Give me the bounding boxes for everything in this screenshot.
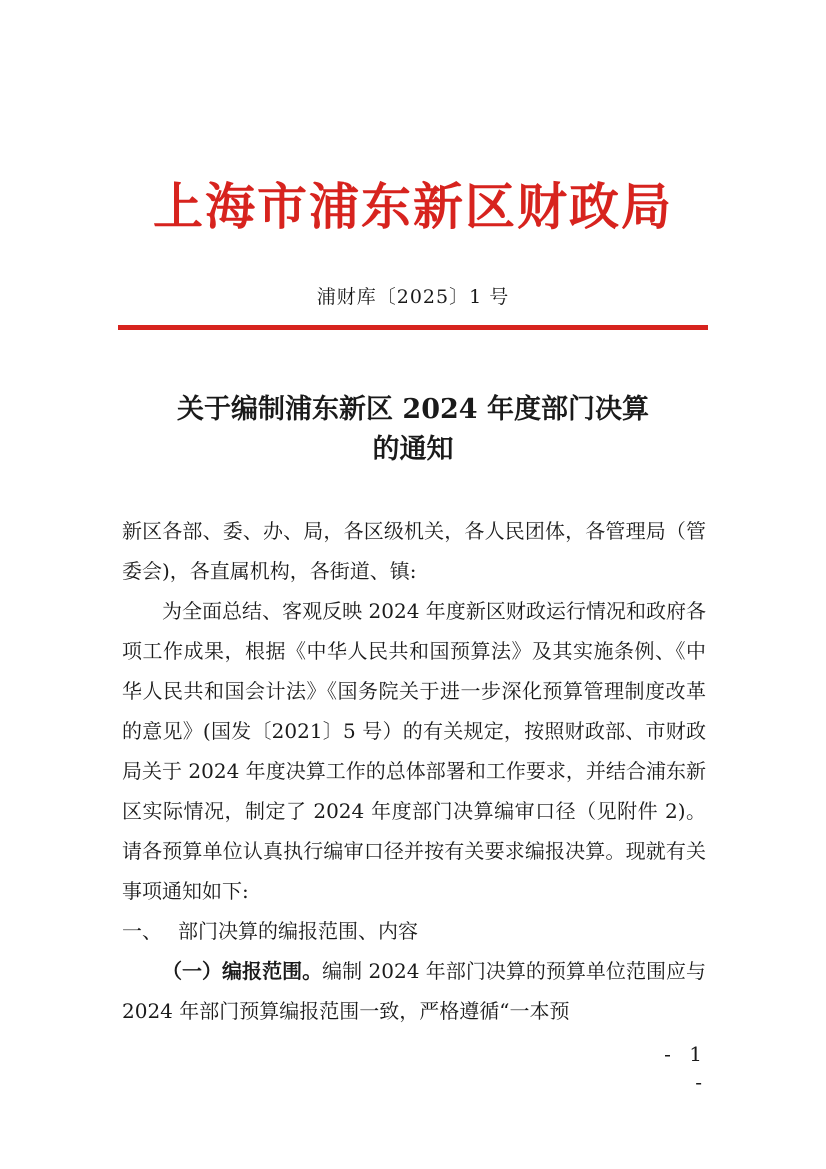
notice-title <box>0 390 826 470</box>
addressee-paragraph: 新区各部、委、办、局，各区级机关，各人民团体，各管理局（管委会)，各直属机构，各街道、镇: <box>122 519 706 583</box>
notice-title-line-1: 关于编制浦东新区 2024 年度部门决算 <box>177 394 649 425</box>
document-number: 浦财库〔2025〕1 号 <box>316 286 510 308</box>
subsection-label: （一）编报范围。 <box>162 959 323 983</box>
subsection-text: 编制 2024 年部门决算的预算单位范围应与 2024 年部门预算编报范围一致，严格遵循“一本预 <box>122 959 706 1023</box>
page-number: - 1 - <box>664 1042 708 1094</box>
section-title: 部门决算的编报范围、内容 <box>178 919 418 943</box>
red-divider-rule <box>118 325 708 330</box>
subsection-paragraph-1 <box>122 951 706 1031</box>
document-body <box>122 511 706 1031</box>
section-number: 一、 <box>122 919 162 943</box>
section-heading-1 <box>122 911 706 951</box>
agency-masthead: 上海市浦东新区财政局 <box>153 177 673 236</box>
notice-title-line-2: 的通知 <box>372 434 454 465</box>
intro-paragraph: 为全面总结、客观反映 2024 年度新区财政运行情况和政府各项工作成果，根据《中华人民共和国预算法》及其实施条例、《中华人民共和国会计法》《国务院关于进一步深化预算管理制度改革的意见》(国发〔2021〕5 号）的有关规定，按照财政部、市财政局关于 2024 年度决算工作的总体部署和工作要求，并结合浦东新区实际情况，制定了 2024 年度部门决算编审口径（见附件 2)。请各预算单位认真执行编审口径并按有关要求编报决算。现就有关事项通知如下: <box>122 599 706 903</box>
